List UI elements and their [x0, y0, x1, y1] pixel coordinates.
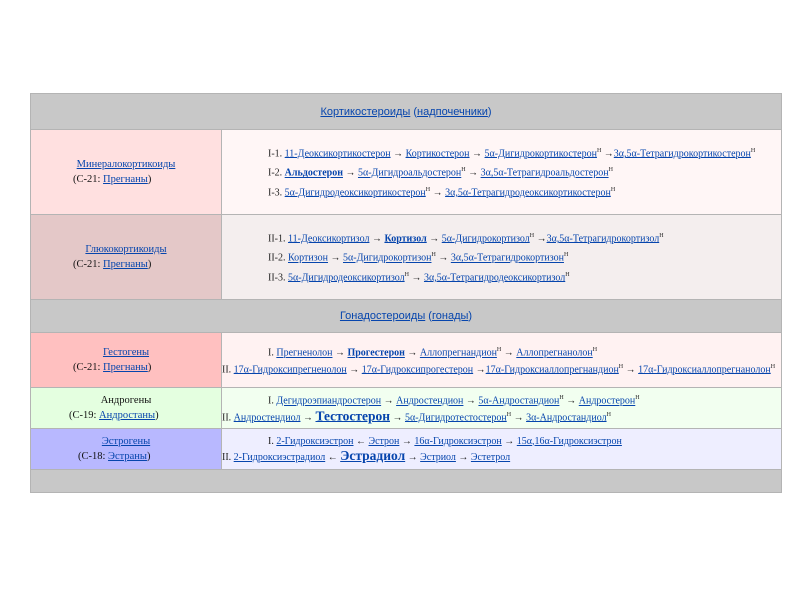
pathway-estro-ii: II. 2-Гидроксиэстрадиол ← Эстрадиол → Эстриол → Эстетрол: [222, 447, 511, 463]
compound-link[interactable]: Андростерон: [578, 395, 636, 407]
pathway-ii-3: II-3. 5α-Дигидродеоксикортизол$^Н$ → 3α,5α-Тетрагидродеоксикортизол$^Н$: [268, 271, 570, 283]
carbon-count: (С-18:: [78, 451, 109, 462]
compound-link[interactable]: 5α-Дигидрокортизол: [441, 233, 530, 245]
steroid-classification-table: [30, 93, 782, 493]
pathway-ii-1: II-1. 11-Деоксикортизол → Кортизол → 5α-Дигидрокортизол$^Н$ →3α,5α-Тетрагидрокортизол$^Н$: [268, 233, 664, 245]
carbon-count: (С-21:: [73, 174, 104, 185]
glucocorticoid-pathways: [222, 215, 782, 300]
compound-link[interactable]: 17α-Гидроксиаллопрегнанолон: [638, 363, 771, 375]
mineralocorticoids-class-cell: [31, 130, 222, 215]
gestagens-link[interactable]: Гестогены: [102, 347, 150, 358]
compound-link[interactable]: 5α-Дигидродеоксикортизол: [288, 271, 405, 283]
pregnanes-link[interactable]: Прегнаны: [103, 259, 148, 270]
corticosteroids-link[interactable]: Кортикостероиды: [320, 105, 411, 118]
carbon-count: (С-21:: [73, 362, 104, 373]
pathway-gest-i: I. Прегненолон → Прогестерон → Аллопрегнандион$^Н$ → Аллопрегнанолон$^Н$: [268, 347, 598, 359]
pathway-i-3: I-3. 5α-Дигидродеоксикортикостерон$^Н$ → 3α,5α-Тетрагидродеоксикортикостерон$^Н$: [268, 186, 616, 198]
table-footer: [31, 470, 782, 493]
estrogen-pathways: [222, 429, 782, 470]
adrenal-glands-link[interactable]: надпочечники: [417, 105, 488, 118]
androgen-pathways: [222, 388, 782, 429]
pathway-i-1: I-1. 11-Деоксикортикостерон → Кортикостерон → 5α-Дигидрокортикостерон$^Н$ →3α,5α-Тетрагидрокортикостерон$^Н$: [268, 148, 756, 160]
compound-link[interactable]: 11-Деоксикортикостерон: [284, 148, 391, 160]
compound-link[interactable]: 16α-Гидроксиэстрон: [414, 435, 502, 447]
estranes-link[interactable]: Эстраны: [108, 451, 147, 462]
estradiol-link[interactable]: Эстрадиол: [340, 447, 406, 463]
pregnanes-link[interactable]: Прегнаны: [103, 174, 148, 185]
compound-link[interactable]: Аллопрегнандион: [419, 347, 497, 359]
pregnanes-link[interactable]: Прегнаны: [103, 362, 148, 373]
pathway-andro-i: I. Дегидроэпиандростерон → Андростендион → 5α-Андростандион$^Н$ → Андростерон$^Н$: [268, 395, 640, 407]
compound-link[interactable]: Эстрон: [368, 435, 400, 447]
compound-link[interactable]: Кортизол: [384, 233, 427, 245]
compound-link[interactable]: Кортикостерон: [405, 148, 470, 160]
compound-link[interactable]: 3α,5α-Тетрагидродеоксикортикостерон: [445, 186, 611, 198]
compound-link[interactable]: Кортизон: [288, 252, 329, 264]
estrogens-link[interactable]: Эстрогены: [101, 436, 151, 447]
compound-link[interactable]: 5α-Андростандион: [478, 395, 560, 407]
paren: ): [147, 362, 152, 373]
compound-link[interactable]: Андростендиол: [233, 411, 301, 423]
compound-link[interactable]: 5α-Дигидротестостерон: [404, 411, 507, 423]
compound-link[interactable]: 2-Гидроксиэстрадиол: [233, 451, 326, 463]
compound-link[interactable]: 15α,16α-Гидроксиэстрон: [516, 435, 622, 447]
compound-link[interactable]: Эстриол: [420, 451, 456, 463]
compound-link[interactable]: 3α,5α-Тетрагидрокортизон: [450, 252, 564, 264]
compound-link[interactable]: 3α,5α-Тетрагидрокортикостерон: [613, 148, 751, 160]
header-paren-open: (: [410, 105, 418, 118]
gestagens-class-cell: [31, 333, 222, 388]
pathway-ii-2: II-2. Кортизон → 5α-Дигидрокортизон$^Н$ → 3α,5α-Тетрагидрокортизон$^Н$: [268, 252, 569, 264]
compound-link[interactable]: 3α,5α-Тетрагидродеоксикортизол: [423, 271, 566, 283]
compound-link[interactable]: Прегненолон: [276, 347, 333, 359]
mineralocorticoids-link[interactable]: Минералокортикоиды: [76, 159, 176, 170]
carbon-count: (С-21:: [73, 259, 104, 270]
testosterone-link[interactable]: Тестостерон: [315, 407, 390, 423]
corticosteroids-header: [31, 94, 782, 130]
compound-link[interactable]: Эстетрол: [470, 451, 511, 463]
compound-link[interactable]: 5α-Дигидрокортикостерон: [484, 148, 597, 160]
compound-link[interactable]: Альдостерон: [284, 167, 343, 179]
header-paren-close: ): [487, 105, 492, 118]
carbon-count: (С-19:: [69, 410, 100, 421]
pathway-andro-ii: II. Андростендиол → Тестостерон → 5α-Дигидротестостерон$^Н$ → 3α-Андростандиол$^Н$: [222, 407, 611, 423]
paren: ): [146, 451, 151, 462]
gestagen-pathways: [222, 333, 782, 388]
gonadosteroids-link[interactable]: Гонадостероиды: [339, 310, 426, 322]
gonadosteroids-header: [31, 300, 782, 333]
compound-link[interactable]: Прогестерон: [347, 347, 405, 359]
paren: ): [147, 174, 152, 185]
compound-link[interactable]: 17α-Гидроксиаллопрегнандион: [485, 363, 619, 375]
header-paren-open: (: [425, 310, 432, 322]
compound-link[interactable]: 17α-Гидроксипрегненолон: [233, 363, 347, 375]
compound-link[interactable]: 5α-Дигидроальдостерон: [357, 167, 462, 179]
gonads-link[interactable]: гонады: [431, 310, 469, 322]
pathway-estro-i: I. 2-Гидроксиэстрон ← Эстрон → 16α-Гидроксиэстрон → 15α,16α-Гидроксиэстрон: [268, 435, 622, 447]
compound-link[interactable]: 3α,5α-Тетрагидрокортизол: [546, 233, 660, 245]
compound-link[interactable]: 2-Гидроксиэстрон: [276, 435, 354, 447]
compound-link[interactable]: 3α,5α-Тетрагидроальдостерон: [480, 167, 609, 179]
compound-link[interactable]: Дегидроэпиандростерон: [276, 395, 382, 407]
compound-link[interactable]: 5α-Дигидрокортизон: [343, 252, 432, 264]
androgens-class-cell: [31, 388, 222, 429]
paren: ): [155, 410, 159, 421]
compound-link[interactable]: 11-Деоксикортизол: [288, 233, 370, 245]
androstanes-link[interactable]: Андростаны: [99, 410, 156, 421]
androgens-label: Андрогены: [100, 395, 152, 406]
header-paren-close: ): [468, 310, 473, 322]
pathway-gest-ii: II. 17α-Гидроксипрегненолон → 17α-Гидроксипрогестерон →17α-Гидроксиаллопрегнандион$^Н$ → 17α-Гидроксиаллопрегнанолон$^Н$: [222, 363, 776, 375]
compound-link[interactable]: 3α-Андростандиол: [526, 411, 607, 423]
compound-link[interactable]: Аллопрегнанолон: [516, 347, 593, 359]
compound-link[interactable]: Андростендион: [396, 395, 464, 407]
compound-link[interactable]: 5α-Дигидродеоксикортикостерон: [284, 186, 426, 198]
glucocorticoids-link[interactable]: Глюкокортикоиды: [85, 244, 167, 255]
compound-link[interactable]: 17α-Гидроксипрогестерон: [361, 363, 474, 375]
paren: ): [147, 259, 152, 270]
pathway-i-2: I-2. Альдостерон → 5α-Дигидроальдостерон$^Н$ → 3α,5α-Тетрагидроальдостерон$^Н$: [268, 167, 613, 179]
mineralocorticoid-pathways: [222, 130, 782, 215]
estrogens-class-cell: [31, 429, 222, 470]
glucocorticoids-class-cell: [31, 215, 222, 300]
